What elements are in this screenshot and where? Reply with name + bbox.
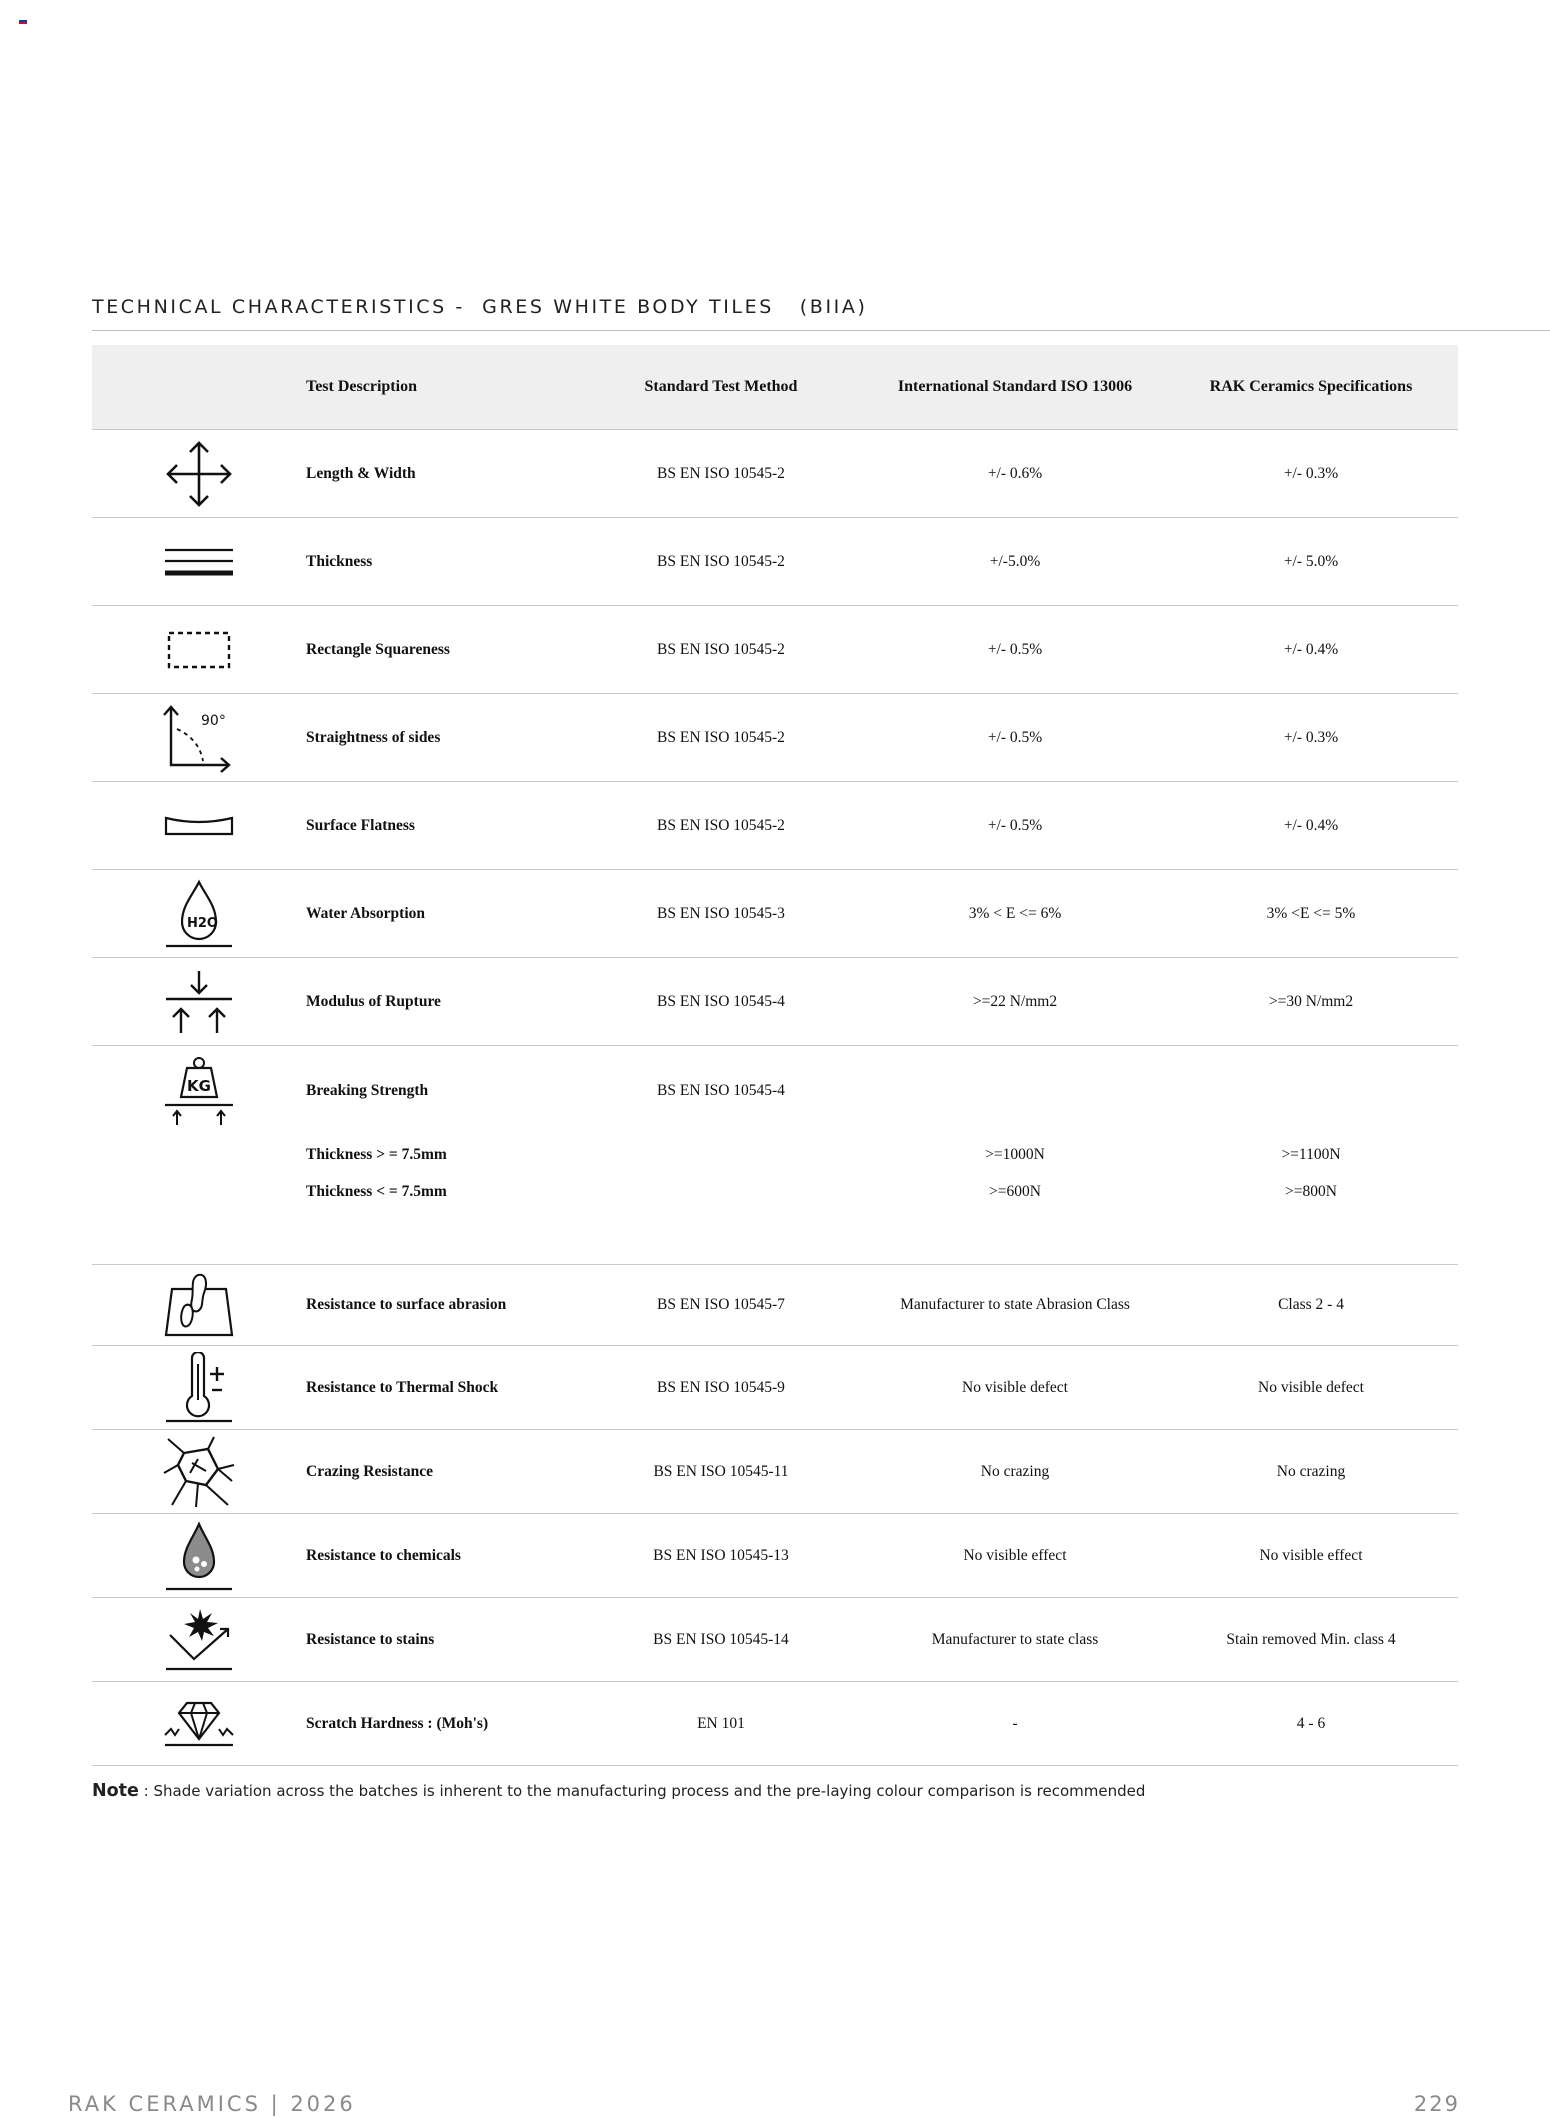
test-description: Rectangle Squareness	[306, 640, 450, 658]
note-label: Note	[92, 1781, 139, 1801]
iso-value: No visible effect	[963, 1546, 1067, 1564]
rak-value: +/- 0.3%	[1283, 464, 1339, 482]
iso-value: >=1000N	[985, 1145, 1045, 1163]
iso-value: +/- 0.5%	[987, 728, 1043, 746]
iso-value: >=600N	[989, 1182, 1041, 1200]
test-method: BS EN ISO 10545-2	[657, 552, 785, 570]
rak-value: 4 - 6	[1296, 1714, 1326, 1732]
rak-value: Stain removed Min. class 4	[1226, 1630, 1396, 1648]
rak-value: +/- 5.0%	[1283, 552, 1339, 570]
iso-value: Manufacturer to state Abrasion Class	[900, 1296, 1130, 1313]
table-row	[92, 1046, 1458, 1136]
test-description: Crazing Resistance	[306, 1462, 433, 1480]
rak-value: +/- 0.4%	[1283, 640, 1339, 658]
table-row	[92, 518, 1458, 606]
h2o-label: H2O	[187, 915, 218, 931]
table-row	[92, 1346, 1458, 1430]
kg-label: KG	[187, 1077, 211, 1095]
test-method: BS EN ISO 10545-2	[657, 464, 785, 482]
test-description: Scratch Hardness : (Moh's)	[306, 1714, 489, 1732]
test-method: BS EN ISO 10545-4	[657, 1082, 785, 1099]
iso-value: Manufacturer to state class	[931, 1630, 1099, 1648]
table-row	[92, 430, 1458, 518]
stain-splash-icon	[92, 1607, 306, 1673]
sub-label: Thickness < = 7.5mm	[306, 1182, 447, 1200]
table-row	[92, 1430, 1458, 1514]
table-row	[92, 870, 1458, 958]
chemical-drop-icon	[92, 1520, 306, 1592]
breaking-strength-group	[92, 1046, 1458, 1265]
arrows-cross-icon	[92, 439, 306, 509]
table-row	[92, 1265, 1458, 1346]
test-description: Length & Width	[306, 464, 416, 482]
test-method: BS EN ISO 10545-2	[657, 728, 785, 746]
header-rak-specifications: RAK Ceramics Specifications	[1209, 378, 1413, 395]
table-row	[92, 1598, 1458, 1682]
footer-brand: RAK CERAMICS | 2026	[68, 2092, 356, 2116]
iso-value: +/-5.0%	[989, 552, 1041, 570]
page-number: 229	[1413, 2092, 1460, 2116]
header-standard-test-method: Standard Test Method	[644, 378, 798, 395]
rak-value: No visible effect	[1259, 1546, 1363, 1564]
table-subrow	[92, 1136, 1458, 1173]
test-description: Resistance to stains	[306, 1630, 435, 1648]
header-iso-standard: International Standard ISO 13006	[897, 378, 1133, 395]
rak-value: +/- 0.3%	[1283, 728, 1339, 746]
page-title: TECHNICAL CHARACTERISTICS - GRES WHITE BODY TILES (BIIA)	[92, 296, 868, 318]
flag-icon	[19, 20, 27, 26]
iso-value: No crazing	[980, 1462, 1050, 1480]
test-method: EN 101	[697, 1714, 745, 1732]
iso-value: +/- 0.5%	[987, 816, 1043, 834]
rupture-arrows-icon	[92, 969, 306, 1035]
thickness-lines-icon	[92, 544, 306, 580]
test-method: BS EN ISO 10545-9	[657, 1378, 785, 1396]
test-method: BS EN ISO 10545-3	[657, 904, 785, 922]
test-method: BS EN ISO 10545-2	[657, 816, 785, 834]
iso-value: >=22 N/mm2	[972, 992, 1058, 1010]
table-row	[92, 606, 1458, 694]
test-method: BS EN ISO 10545-4	[657, 992, 785, 1010]
test-description: Surface Flatness	[306, 816, 415, 834]
test-description: Modulus of Rupture	[306, 992, 441, 1010]
table-row	[92, 782, 1458, 870]
table-row	[92, 1514, 1458, 1598]
surface-flatness-icon	[92, 814, 306, 838]
weight-kg-icon	[92, 1055, 306, 1127]
note-text: : Shade variation across the batches is inherent to the manufacturing process and the pre-laying colour comparison is recommended	[138, 1782, 1146, 1800]
test-method: BS EN ISO 10545-13	[653, 1546, 789, 1564]
water-drop-icon	[92, 878, 306, 950]
test-description: Straightness of sides	[306, 728, 441, 746]
iso-value: +/- 0.6%	[987, 464, 1043, 482]
test-method: BS EN ISO 10545-11	[653, 1462, 789, 1480]
table-header	[92, 345, 1458, 430]
iso-value: No visible defect	[962, 1378, 1068, 1396]
test-description: Thickness	[306, 552, 373, 570]
test-method: BS EN ISO 10545-2	[657, 640, 785, 658]
diamond-icon	[92, 1699, 306, 1749]
rak-value: >=30 N/mm2	[1268, 992, 1354, 1010]
rak-value: +/- 0.4%	[1283, 816, 1339, 834]
thermometer-icon	[92, 1352, 306, 1424]
rak-value: No visible defect	[1258, 1378, 1364, 1396]
rak-value: Class 2 - 4	[1278, 1296, 1344, 1313]
test-method: BS EN ISO 10545-7	[657, 1296, 785, 1313]
abrasion-footprint-icon	[92, 1271, 306, 1339]
rak-value: No crazing	[1276, 1462, 1346, 1480]
title-divider	[92, 330, 1550, 331]
flag-stripe	[19, 22, 27, 24]
table-row	[92, 694, 1458, 782]
dashed-rectangle-icon	[92, 629, 306, 671]
header-test-description: Test Description	[306, 378, 417, 395]
angle-label: 90°	[201, 712, 226, 729]
test-description: Breaking Strength	[306, 1082, 429, 1099]
iso-value: -	[1012, 1714, 1018, 1732]
test-method: BS EN ISO 10545-14	[653, 1630, 789, 1648]
table-row	[92, 958, 1458, 1046]
crazing-icon	[92, 1435, 306, 1509]
sub-label: Thickness > = 7.5mm	[306, 1145, 447, 1163]
rak-value: 3% <E <= 5%	[1266, 904, 1356, 922]
rak-value: >=800N	[1285, 1182, 1337, 1200]
table-row	[92, 1682, 1458, 1766]
table-subrow	[92, 1173, 1458, 1210]
test-description: Resistance to surface abrasion	[306, 1296, 507, 1313]
note	[92, 1781, 1145, 1801]
test-description: Water Absorption	[306, 904, 425, 922]
technical-table	[92, 345, 1458, 1766]
iso-value: +/- 0.5%	[987, 640, 1043, 658]
test-description: Resistance to chemicals	[306, 1546, 461, 1564]
iso-value: 3% < E <= 6%	[968, 904, 1062, 922]
test-description: Resistance to Thermal Shock	[306, 1378, 499, 1396]
rak-value: >=1100N	[1281, 1145, 1341, 1163]
right-angle-icon	[92, 703, 306, 773]
